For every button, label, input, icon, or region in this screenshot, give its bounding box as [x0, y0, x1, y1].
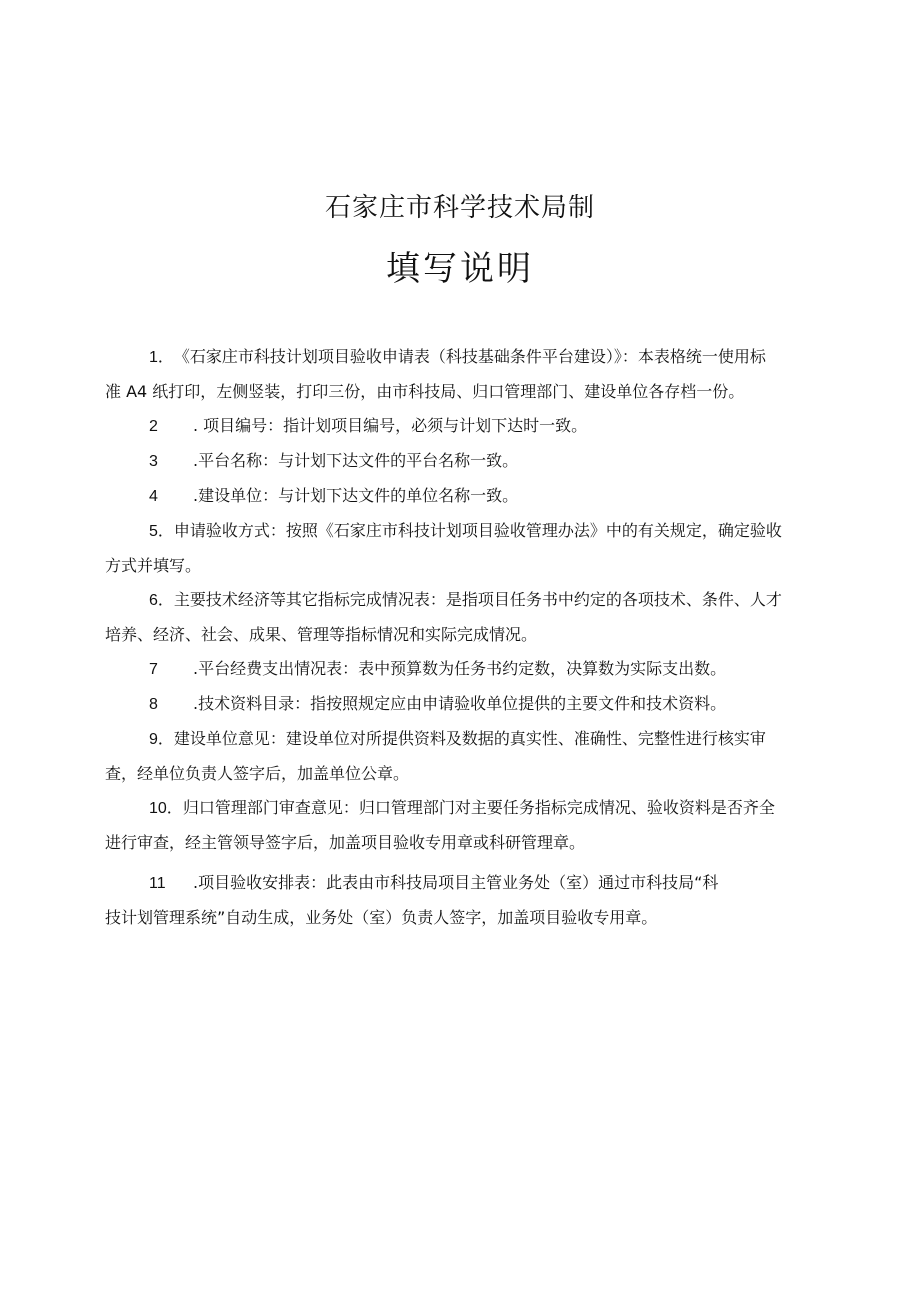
item-number: 11	[149, 875, 166, 892]
instruction-item-2	[105, 409, 825, 444]
item-text-line: 归口管理部门审查意见：归口管理部门对主要任务指标完成情况、验收资料是否齐全	[182, 798, 775, 817]
item-text-line: . 项目编号：指计划项目编号，必须与计划下达时一致。	[193, 416, 588, 435]
item-number: 8	[149, 696, 158, 713]
item-number: 7	[149, 661, 158, 678]
instruction-item-8	[105, 687, 825, 722]
item-text-line: 查，经单位负责人签字后，加盖单位公章。	[105, 764, 410, 783]
issuer-line: 石家庄市科学技术局制	[324, 193, 595, 223]
item-text-line: .项目验收安排表：此表由市科技局项目主管业务处（室）通过市科技局“科	[193, 873, 719, 892]
item-text-line: 技计划管理系统”自动生成，业务处（室）负责人签字，加盖项目验收专用章。	[105, 908, 658, 927]
item-text-line: 《石家庄市科技计划项目验收申请表（科技基础条件平台建设）》：本表格统一使用标	[173, 347, 766, 366]
instruction-item-11	[105, 866, 825, 935]
item-text-line: .建设单位：与计划下达文件的单位名称一致。	[193, 486, 519, 505]
instruction-item-10	[105, 791, 825, 860]
item-number: 2	[149, 418, 158, 435]
item-text-line: 进行审查，经主管领导签字后，加盖项目验收专用章或科研管理章。	[105, 833, 586, 852]
item-number: 3	[149, 453, 158, 470]
item-text-line: .技术资料目录：指按照规定应由申请验收单位提供的主要文件和技术资料。	[193, 694, 727, 713]
item-number: 9．	[149, 731, 174, 748]
item-text-line: .平台经费支出情况表：表中预算数为任务书约定数，决算数为实际支出数。	[193, 659, 727, 678]
item-text-line: 申请验收方式：按照《石家庄市科技计划项目验收管理办法》中的有关规定，确定验收	[173, 521, 782, 540]
item-number: 1．	[149, 349, 174, 366]
item-number: 4	[149, 488, 158, 505]
instruction-item-5	[105, 514, 825, 583]
item-text-line: 主要技术经济等其它指标完成情况表：是指项目任务书中约定的各项技术、条件、人才	[173, 590, 782, 609]
instruction-item-7	[105, 652, 825, 687]
item-number: 5．	[149, 523, 174, 540]
instruction-item-3	[105, 444, 825, 479]
item-text-line: 培养、经济、社会、成果、管理等指标情况和实际完成情况。	[105, 625, 538, 644]
instruction-item-4	[105, 479, 825, 514]
instruction-item-6	[105, 583, 825, 652]
page-title: 填写说明	[386, 249, 534, 289]
item-text-line: .平台名称：与计划下达文件的平台名称一致。	[193, 451, 519, 470]
instruction-item-9	[105, 722, 825, 791]
item-number: 6．	[149, 592, 174, 609]
instruction-item-1	[105, 340, 825, 409]
item-text-line: 建设单位意见：建设单位对所提供资料及数据的真实性、准确性、完整性进行核实审	[173, 729, 766, 748]
item-number: 10．	[149, 800, 183, 817]
item-text-line: 准 A4 纸打印，左侧竖装，打印三份，由市科技局、归口管理部门、建设单位各存档一份。	[105, 382, 745, 401]
item-text-line: 方式并填写。	[105, 556, 202, 575]
instructions-list	[105, 340, 825, 935]
